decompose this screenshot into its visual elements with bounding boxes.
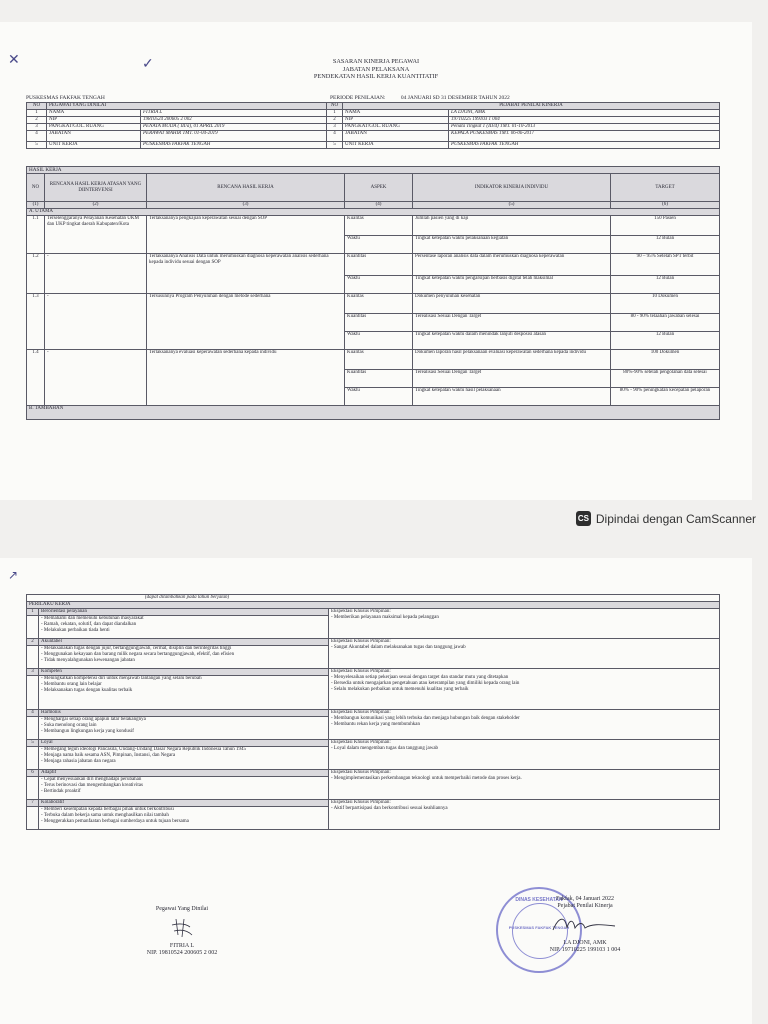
perilaku-point: - Terus berinovasi dan mengembangkan kreativitas <box>41 783 143 788</box>
item-number: 1.4 <box>27 350 45 406</box>
field-value: PERAWAT MAHIR TMT. 01-04-2019 <box>141 131 327 142</box>
aspek: Waktu <box>345 276 413 294</box>
field-label: UNIT KERJA <box>343 142 449 149</box>
item-number: 4 <box>27 710 39 717</box>
column-header: RENCANA HASIL KERJA <box>147 174 345 202</box>
item-number: 1 <box>27 609 39 616</box>
perilaku-point: - Ramah, cekatan, solutif, dan dapat diandalkan <box>41 622 137 627</box>
table-row <box>27 254 720 276</box>
perilaku-title-row <box>27 710 720 717</box>
aspek: Waktu <box>345 388 413 406</box>
signature-left <box>122 906 242 957</box>
ekspektasi-point: - Mengimplementasikan perkembangan teknologi untuk memperbaiki metode dan proses kerja. <box>331 776 522 781</box>
perilaku-point: - Melakukan perbaikan tiada henti <box>41 628 110 633</box>
field-label: NAMA <box>47 110 141 117</box>
perilaku-point: - Menghargai setiap orang apapun latar belakangnya <box>41 717 146 722</box>
ekspektasi-cell <box>329 609 720 639</box>
target: 100 Dokumen <box>611 350 720 370</box>
aspek: Kuantitas <box>345 314 413 332</box>
perilaku-points <box>39 747 329 770</box>
ekspektasi-point: - Sangat Akuntabel dalam melaksanakan tugas dan tanggung jawab <box>331 645 466 650</box>
rencana-atasan: Terselenggaranya Pelayanan Kesehatan UKM dan UKP tingkat daerah Kabupaten/Kota <box>45 216 147 254</box>
target: 80%-90% setelah pengolahan data selesai <box>611 370 720 388</box>
field-label: JABATAN <box>47 131 141 142</box>
blank-cell <box>27 616 39 639</box>
perilaku-point: - Suka menolong orang lain <box>41 723 97 728</box>
field-label: NIP <box>343 117 449 124</box>
section-label: B. TAMBAHAN <box>27 406 720 420</box>
item-number: 1.1 <box>27 216 45 254</box>
hasil-kerja-table-wrap <box>26 166 720 420</box>
perilaku-points <box>39 717 329 740</box>
field-label: NAMA <box>343 110 449 117</box>
stamp-text: DINAS KESEHATAN <box>515 897 563 903</box>
signature-role: Pegawai Yang Dinilai <box>155 906 209 912</box>
signature-name: FITRIA L <box>169 943 195 949</box>
document-title <box>0 58 752 81</box>
perilaku-title: Berorientasi pelayanan <box>39 609 329 616</box>
document-page-2 <box>0 558 752 1024</box>
column-number: (2) <box>45 202 147 209</box>
handwritten-signature <box>162 915 202 941</box>
periode-value: 04 JANUARI SD 31 DESEMBER TAHUN 2022 <box>400 95 510 101</box>
ekspektasi-label: Ekspektasi Khusus Pimpinan: <box>331 740 391 745</box>
identity-row <box>27 117 720 124</box>
note-row: (dapat ditambahkan pada tahun berjalan) <box>27 595 720 602</box>
row-number: 5 <box>327 142 343 149</box>
ekspektasi-cell <box>329 639 720 669</box>
section-label: PERILAKU KERJA <box>27 602 720 609</box>
perilaku-points <box>39 807 329 830</box>
perilaku-title-row <box>27 800 720 807</box>
perilaku-title-row <box>27 669 720 676</box>
aspek: Kuantitas <box>345 254 413 276</box>
perilaku-title: Loyal <box>39 740 329 747</box>
field-value: 19710225 199103 1 004 <box>449 117 720 124</box>
column-number: (5) <box>413 202 611 209</box>
camscanner-label: Dipindai dengan CamScanner <box>595 511 756 526</box>
blank-cell <box>27 807 39 830</box>
field-label: PANGKAT/GOL. RUANG <box>47 124 141 131</box>
indikator: Tingkat ketepatan waktu hasil pelaksanaan <box>413 388 611 406</box>
perilaku-points <box>39 676 329 710</box>
table-row <box>27 350 720 370</box>
signature-role: Pejabat Penilai Kinerja <box>557 903 613 909</box>
row-number: 1 <box>327 110 343 117</box>
ekspektasi-cell <box>329 770 720 800</box>
field-value: 19810524 200605 2 002 <box>141 117 327 124</box>
aspek: Waktu <box>345 236 413 254</box>
item-number: 5 <box>27 740 39 747</box>
target: 150 Pasien <box>611 216 720 236</box>
column-number: (6) <box>611 202 720 209</box>
item-number: 1.3 <box>27 294 45 350</box>
col-header: PEJABAT PENILAI KINERJA <box>343 103 720 110</box>
item-number: 1.2 <box>27 254 45 294</box>
identity-row <box>27 110 720 117</box>
ekspektasi-point: - Membantu rekan kerja yang membutuhkan <box>331 722 420 727</box>
signature-name: LA DJONI, AMK <box>563 940 607 946</box>
column-header: RENCANA HASIL KERJA ATASAN YANG DIINTERVENSI <box>45 174 147 202</box>
perilaku-point: - Terbuka dalam bekerja sama untuk menghasilkan nilai tambah <box>41 813 169 818</box>
handwritten-signature <box>545 912 625 938</box>
row-number: 3 <box>27 124 47 131</box>
field-label: NIP <box>47 117 141 124</box>
indikator: Persentase laporan analisis data dalam merumuskan diagnosa keperawatan <box>413 254 611 276</box>
document-page-1 <box>0 22 752 500</box>
col-header: NO <box>27 103 47 110</box>
row-number: 2 <box>27 117 47 124</box>
target: 12 Bulan <box>611 236 720 254</box>
aspek: Kualitas <box>345 216 413 236</box>
perilaku-point: - Melaksanakan tugas dengan kualitas terbaik <box>41 688 133 693</box>
row-number: 5 <box>27 142 47 149</box>
ekspektasi-point: - Membangun komunikasi yang lebih terbuka dan menjaga hubungan baik dengan stakeholder <box>331 716 520 721</box>
table-row <box>27 294 720 314</box>
rencana-atasan: - <box>45 294 147 350</box>
ekspektasi-label: Ekspektasi Khusus Pimpinan: <box>331 710 391 715</box>
column-number: (3) <box>147 202 345 209</box>
row-number: 3 <box>327 124 343 131</box>
pen-mark: ↗ <box>8 568 19 582</box>
identity-table <box>26 102 720 149</box>
rencana-hasil-kerja: Tersusunnya Program Penyuluhan dengan metode sederhana <box>147 294 345 350</box>
field-value: PUSKESMAS FAKFAK TENGAH <box>141 142 327 149</box>
item-number: 7 <box>27 800 39 807</box>
item-number: 2 <box>27 639 39 646</box>
unit-label: PUSKESMAS FAKFAK TENGAH <box>26 95 105 101</box>
blank-cell <box>27 747 39 770</box>
column-number: (4) <box>345 202 413 209</box>
perilaku-point: - Menjaga nama baik sesama ASN, Pimpinan, Instansi, dan Negara <box>41 753 176 758</box>
perilaku-points <box>39 777 329 800</box>
indikator: Dokumen laporan hasil pelaksanaan evaluasi keperawatan sederhana kepada individu <box>413 350 611 370</box>
indikator: Terealisasi Sesuai Dengan Target <box>413 370 611 388</box>
signature-nip: NIP. 19710225 199103 1 004 <box>549 947 621 953</box>
ekspektasi-cell <box>329 740 720 770</box>
field-label: JABATAN <box>343 131 449 142</box>
item-number: 6 <box>27 770 39 777</box>
perilaku-title-row <box>27 639 720 646</box>
title-line: JABATAN PELAKSANA <box>342 65 410 73</box>
field-label: UNIT KERJA <box>47 142 141 149</box>
section-label: HASIL KERJA <box>26 166 720 173</box>
perilaku-title-row <box>27 740 720 747</box>
ekspektasi-label: Ekspektasi Khusus Pimpinan: <box>331 770 391 775</box>
section-label: A. UTAMA <box>27 209 720 216</box>
perilaku-point: - Menggunakan kekayaan dan barang milik negara secara bertanggungjawab, efektif, dan efisien <box>41 652 235 657</box>
perilaku-title: Harmonis <box>39 710 329 717</box>
perilaku-point: - Menggerakkan pemanfaatan berbagai sumberdaya untuk tujuan bersama <box>41 819 189 824</box>
identity-row <box>27 124 720 131</box>
ekspektasi-label: Ekspektasi Khusus Pimpinan: <box>331 800 391 805</box>
ekspektasi-point: - Loyal dalam mengemban tugas dan tanggung jawab <box>331 746 439 751</box>
perilaku-point: - Meningkatkan kompetensi diri untuk menjawab tantangan yang selalu berubah <box>41 676 202 681</box>
perilaku-title: Kompeten <box>39 669 329 676</box>
perilaku-title-row <box>27 770 720 777</box>
rencana-hasil-kerja: Terlaksananya evaluasi keperawatan sederhana kepada individu <box>147 350 345 406</box>
identity-table-wrap <box>26 102 720 149</box>
title-line: PENDEKATAN HASIL KERJA KUANTITATIF <box>313 73 439 80</box>
indikator: Tingkat ketepatan waktu dalam menindak lanjuti desposisi atasan <box>413 332 611 350</box>
col-header: NO <box>327 103 343 110</box>
perilaku-title: Akuntabel <box>39 639 329 646</box>
perilaku-point: - Tidak menyalahgunakan kewenangan jabatan <box>41 658 135 663</box>
ekspektasi-point: - Bersedia untuk mengajarkan pengetahuan atau keterampilan yang dimiliki kepada orang lain <box>331 681 520 686</box>
row-number: 1 <box>27 110 47 117</box>
ekspektasi-cell <box>329 669 720 710</box>
ekspektasi-point: - Menyelesaikan setiap pekerjaan sesuai dengan target dan standar mutu yang ditetapkan <box>331 675 509 680</box>
row-number: 4 <box>327 131 343 142</box>
signature-nip: NIP. 19810524 200605 2 002 <box>146 950 218 956</box>
perilaku-points <box>39 646 329 669</box>
perilaku-title-row <box>27 609 720 616</box>
target: 12 Bulan <box>611 332 720 350</box>
indikator: Terealisasi Sesuai Dengan Target <box>413 314 611 332</box>
field-value: FITRIA L <box>141 110 327 117</box>
aspek: Kualitas <box>345 350 413 370</box>
ekspektasi-point: - Memberikan pelayanan maksimal kepada pelanggan <box>331 615 439 620</box>
ekspektasi-point: - Selalu melakukan perbaikan untuk memenuhi kualitas yang terbaik <box>331 687 469 692</box>
perilaku-point: - Membangun lingkungan kerja yang kondusif <box>41 729 134 734</box>
ekspektasi-cell <box>329 800 720 830</box>
aspek: Kualitas <box>345 294 413 314</box>
perilaku-point: - Cepat menyesuaikan diri menghadapi perubahan <box>41 777 142 782</box>
indikator: Tingkat ketepatan waktu pelaksanaan kegiatan <box>413 236 611 254</box>
field-value: Penata Tingkat 1 (III/d) TMT. 01-10-2013 <box>449 124 720 131</box>
perilaku-points <box>39 616 329 639</box>
row-number: 4 <box>27 131 47 142</box>
field-value: PUSKESMAS FAKFAK TENGAH <box>449 142 720 149</box>
stamp-text: PUSKESMAS FAKFAK TENGAH <box>508 925 570 930</box>
camscanner-icon: CS <box>576 511 591 526</box>
camscanner-watermark <box>576 511 756 526</box>
identity-row <box>27 142 720 149</box>
table-row <box>27 216 720 236</box>
column-header: TARGET <box>611 174 720 202</box>
rencana-atasan: - <box>45 254 147 294</box>
ekspektasi-label: Ekspektasi Khusus Pimpinan: <box>331 669 391 674</box>
pen-mark: ✕ <box>8 53 20 68</box>
ekspektasi-label: Ekspektasi Khusus Pimpinan: <box>331 609 391 614</box>
perilaku-point: - Membantu orang lain belajar <box>41 682 102 687</box>
ekspektasi-point: - Aktif berpartisipasi dan berkontribusi sesuai keahliannya <box>331 806 448 811</box>
target: 80 - 90% telaahan jawaban selesai <box>611 314 720 332</box>
perilaku-title: Adaptif <box>39 770 329 777</box>
target: 80% - 90% peningkatan kecepatan pelaporan <box>611 388 720 406</box>
periode-label: PERIODE PENILAIAN: <box>330 95 386 101</box>
field-value: PENATA MUDA ( III/a), 01 APRIL 2019 <box>141 124 327 131</box>
aspek: Waktu <box>345 332 413 350</box>
column-header: INDIKATOR KINERJA INDIVIDU <box>413 174 611 202</box>
title-line: SASARAN KINERJA PEGAWAI <box>332 58 420 65</box>
pen-mark: ✓ <box>142 57 154 72</box>
ekspektasi-label: Ekspektasi Khusus Pimpinan: <box>331 639 391 644</box>
col-header: PEGAWAI YANG DINILAI <box>47 103 327 110</box>
hasil-kerja-table <box>26 173 720 420</box>
column-header: NO <box>27 174 45 202</box>
signature-date: Fakfak, 04 Januari 2022 <box>556 896 614 902</box>
aspek: Kuantitas <box>345 370 413 388</box>
perilaku-point: - Bertindak proaktif <box>41 789 81 794</box>
target: 12 Bulan <box>611 276 720 294</box>
identity-row <box>27 131 720 142</box>
perilaku-table <box>26 594 720 830</box>
rencana-hasil-kerja: Terlaksananya pengkajian keperawatan sesuai dengan SOP <box>147 216 345 254</box>
blank-cell <box>27 717 39 740</box>
signature-right <box>520 896 650 954</box>
blank-cell <box>27 646 39 669</box>
rencana-atasan: - <box>45 350 147 406</box>
rencana-hasil-kerja: Terlaksananya Analisis Data untuk merumuskan diagnosa keperawatan analisis sederhana kepada individu sesuai dengan SOP <box>147 254 345 294</box>
perilaku-point: - Memahami dan memenuhi kebutuhan masyarakat <box>41 616 144 621</box>
field-value: KEPALA PUSKESMAS TMT. 06-06-2017 <box>449 131 720 142</box>
indikator: Tingkat ketepatan waktu pengarsipan berbasis digital telah maksimal <box>413 276 611 294</box>
blank-cell <box>27 777 39 800</box>
target: 90 – 95% Setelah SPT terbit <box>611 254 720 276</box>
periode <box>330 95 510 101</box>
indikator: Dokumen penyuluhan kesehatan <box>413 294 611 314</box>
perilaku-title: Kolaboratif <box>39 800 329 807</box>
item-number: 3 <box>27 669 39 676</box>
field-label: PANGKAT/GOL. RUANG <box>343 124 449 131</box>
perilaku-table-wrap <box>26 594 720 830</box>
perilaku-point: - Memberi kesempatan kepada berbagai pihak untuk berkontribusi <box>41 807 174 812</box>
row-number: 2 <box>327 117 343 124</box>
perilaku-point: - Melaksanakan tugas dengan jujur, bertanggungjawab, cermat, disiplin dan berintegritas tinggi <box>41 646 232 651</box>
column-header: ASPEK <box>345 174 413 202</box>
perilaku-point: - Menjaga rahasia jabatan dan negara <box>41 759 116 764</box>
field-value: LA DJONI, AMK <box>449 110 720 117</box>
blank-cell <box>27 676 39 710</box>
perilaku-point: - Memegang teguh ideologi Pancasila, Undang-Undang Dasar Negara Republik Indonesia Tahun 1945 <box>41 747 247 752</box>
column-number: (1) <box>27 202 45 209</box>
target: 10 Dokumen <box>611 294 720 314</box>
indikator: Jumlah pasien yang di kaji <box>413 216 611 236</box>
ekspektasi-cell <box>329 710 720 740</box>
